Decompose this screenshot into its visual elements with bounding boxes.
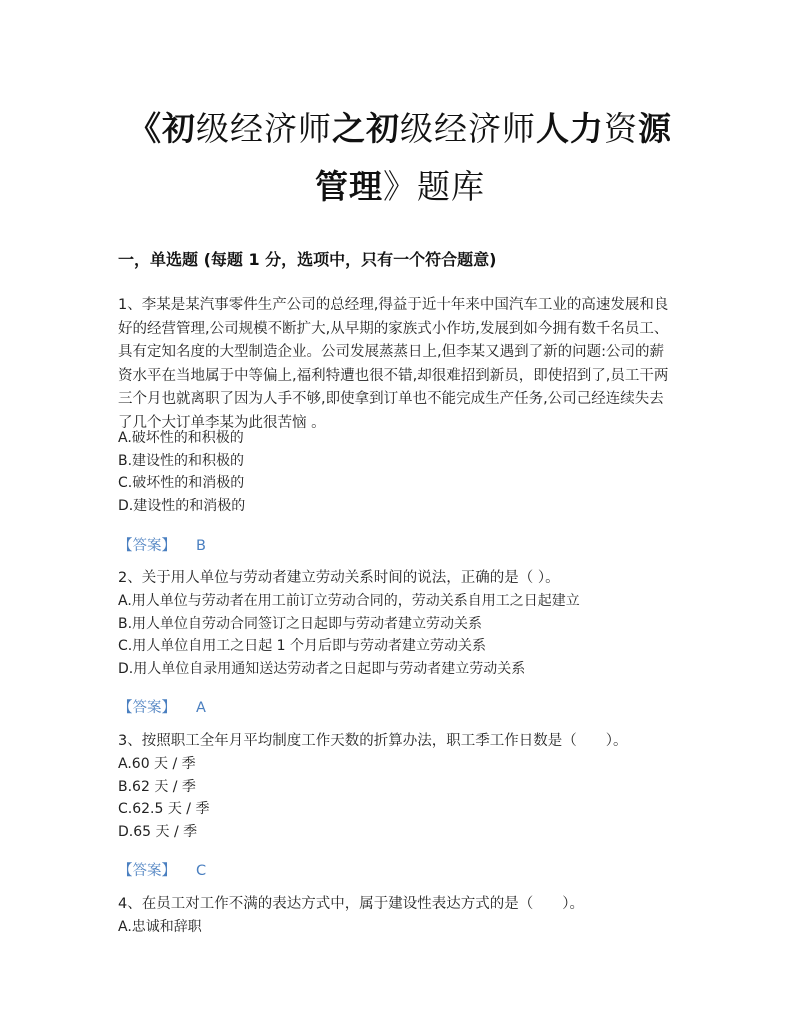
title-part: 源: [638, 109, 672, 148]
option-item: A.60 天 / 季: [118, 756, 196, 772]
answer-label: 【答案】: [118, 538, 176, 554]
option-item: B.建设性的和积极的: [118, 453, 245, 469]
option-item: D.65 天 / 季: [118, 824, 198, 840]
answer-line: [118, 859, 206, 880]
title-part: 》题库: [383, 167, 485, 206]
question-stem: 1、李某是某汽事零件生产公司的总经理,得益于近十年来中国汽车工业的高速发展和良好的经营管理,公司规模不断扩大,从早期的家族式小作坊,发展到如今拥有数千名员工、具有定知名度的大型制造企业。公司发展蒸蒸日上,但李某又遇到了新的问题:公司的薪资水平在当地属于中等偏上,福利特遭也很不错,却很难招到新员，即使招到了,员工干两三个月也就离职了因为人手不够,即使拿到订单也不能完成生产任务,公司己经连续失去了几个大订单李某为此很苦恼 。: [118, 297, 669, 431]
question-stem: 2、关于用人单位与劳动者建立劳动关系时间的说法，正确的是（ ）。: [118, 570, 560, 586]
option-item: A.忠诚和辞职: [118, 919, 202, 935]
answer-value: C: [196, 863, 207, 879]
title-part: 《初: [128, 109, 196, 148]
question-stem: 3、按照职工全年月平均制度工作天数的折算办法，职工季工作日数是（ ）。: [118, 733, 628, 749]
question-stem: 4、在员工对工作不满的表达方式中，属于建设性表达方式的是（ ）。: [118, 896, 584, 912]
title-line-2: [60, 158, 740, 216]
title-line-1: [60, 100, 740, 158]
answer-line: [118, 534, 206, 555]
option-item: B.用人单位自劳动合同签订之日起即与劳动者建立劳动关系: [118, 616, 483, 632]
answer-label: 【答案】: [118, 700, 176, 716]
title-part: 之初: [332, 109, 400, 148]
title-part: 级经济师: [196, 109, 332, 148]
option-item: C.破坏性的和消极的: [118, 475, 245, 491]
answer-line: [118, 696, 206, 717]
title-part: 人力: [536, 109, 604, 148]
option-item: B.62 天 / 季: [118, 779, 196, 795]
answer-value: A: [196, 700, 206, 716]
option-item: C.用人单位自用工之日起 1 个月后即与劳动者建立劳动关系: [118, 638, 487, 654]
option-item: D.建设性的和消极的: [118, 498, 246, 514]
option-item: A.破坏性的和积极的: [118, 430, 244, 446]
title-part: 管理: [315, 167, 383, 206]
section-heading: 一，单选题 (每题 1 分，选项中，只有一个符合题意): [118, 250, 497, 269]
title-part: 资: [604, 109, 638, 148]
document-title: [60, 100, 740, 216]
option-item: D.用人单位自录用通知送达劳动者之日起即与劳动者建立劳动关系: [118, 661, 526, 677]
option-item: A.用人单位与劳动者在用工前订立劳动合同的，劳动关系自用工之日起建立: [118, 593, 580, 609]
answer-label: 【答案】: [118, 863, 176, 879]
title-part: 级经济师: [400, 109, 536, 148]
option-item: C.62.5 天 / 季: [118, 801, 210, 817]
answer-value: B: [196, 538, 206, 554]
